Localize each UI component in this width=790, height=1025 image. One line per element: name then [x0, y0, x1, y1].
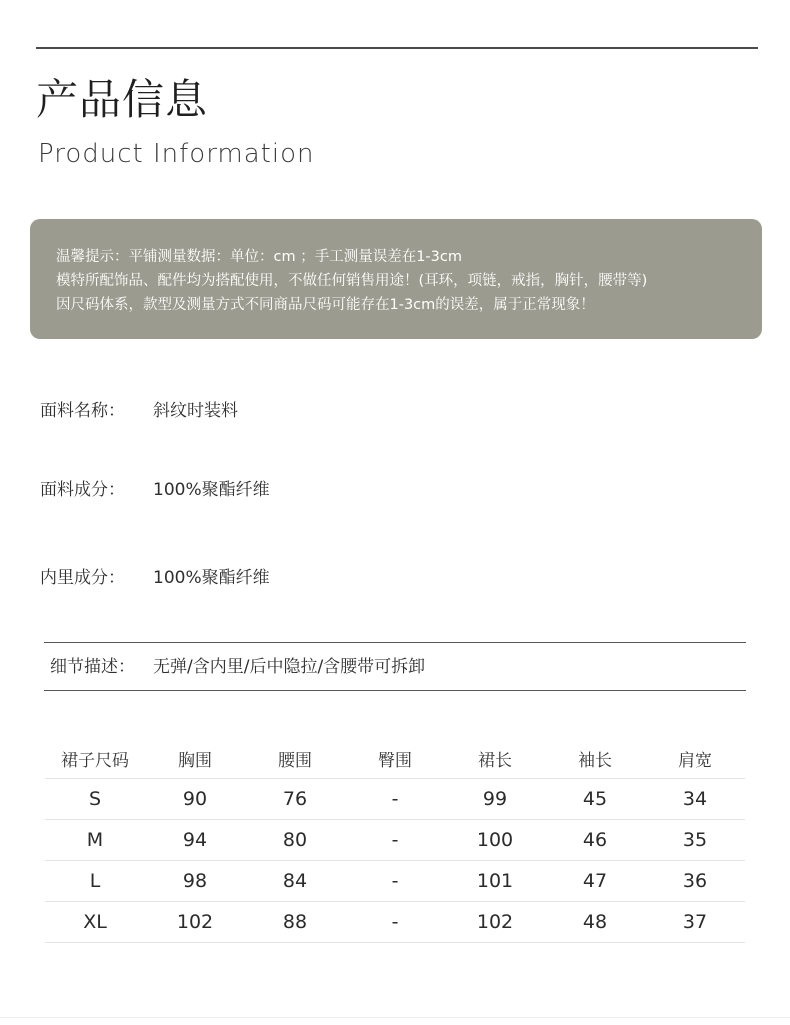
column-header: 肩宽	[678, 750, 712, 771]
table-cell: 80	[282, 829, 308, 851]
fabric-name-row	[40, 399, 238, 423]
column-header: 腰围	[278, 750, 312, 771]
table-row	[45, 820, 745, 861]
notice-line: 温馨提示：平铺测量数据：单位：cm ；手工测量误差在1-3cm	[56, 249, 462, 265]
table-row	[45, 779, 745, 820]
table-cell: -	[391, 829, 399, 851]
table-row	[45, 861, 745, 902]
table-cell: 47	[582, 870, 608, 892]
notice-box	[30, 219, 762, 339]
table-cell: 34	[682, 788, 708, 810]
fabric-composition-row	[40, 478, 270, 502]
table-cell: -	[391, 911, 399, 933]
top-divider	[36, 47, 758, 49]
column-header: 袖长	[578, 750, 612, 771]
table-cell: S	[88, 788, 102, 810]
detail-row	[44, 642, 746, 691]
table-cell: 90	[182, 788, 208, 810]
column-header: 裙长	[478, 750, 512, 771]
column-header: 裙子尺码	[61, 750, 129, 771]
notice-line: 模特所配饰品、配件均为搭配使用，不做任何销售用途！(耳环，项链，戒指，胸针，腰带等)	[56, 273, 648, 289]
page-title: 产品信息	[36, 75, 209, 124]
fabric-composition-label: 面料成分：	[40, 480, 125, 500]
table-cell: 46	[582, 829, 608, 851]
table-cell: 100	[476, 829, 514, 851]
fabric-name-value: 斜纹时装料	[153, 401, 238, 421]
table-cell: 98	[182, 870, 208, 892]
fabric-composition-value: 100%聚酯纤维	[153, 480, 270, 500]
table-cell: XL	[83, 911, 107, 933]
table-cell: 102	[476, 911, 514, 933]
table-cell: -	[391, 788, 399, 810]
table-cell: 88	[282, 911, 308, 933]
table-cell: 94	[182, 829, 208, 851]
lining-composition-row	[40, 566, 270, 590]
lining-composition-value: 100%聚酯纤维	[153, 568, 270, 588]
table-cell: 37	[682, 911, 708, 933]
bottom-divider	[0, 1017, 790, 1018]
lining-composition-label: 内里成分：	[40, 568, 125, 588]
table-cell: 99	[482, 788, 508, 810]
page-subtitle: Product Information	[38, 139, 315, 169]
table-cell: 84	[282, 870, 308, 892]
table-cell: 35	[682, 829, 708, 851]
table-cell: L	[89, 870, 101, 892]
column-header: 胸围	[178, 750, 212, 771]
table-cell: 36	[682, 870, 708, 892]
size-table	[45, 738, 745, 943]
detail-value: 无弹/含内里/后中隐拉/含腰带可拆卸	[153, 657, 426, 677]
fabric-name-label: 面料名称：	[40, 401, 125, 421]
column-header: 臀围	[378, 750, 412, 771]
notice-line: 因尺码体系，款型及测量方式不同商品尺码可能存在1-3cm的误差，属于正常现象！	[56, 297, 595, 313]
table-header-row	[45, 738, 745, 779]
table-row	[45, 902, 745, 943]
detail-label: 细节描述：	[50, 657, 135, 677]
table-cell: 45	[582, 788, 608, 810]
table-cell: -	[391, 870, 399, 892]
table-cell: 101	[476, 870, 514, 892]
table-cell: M	[86, 829, 104, 851]
table-cell: 102	[176, 911, 214, 933]
table-cell: 76	[282, 788, 308, 810]
table-cell: 48	[582, 911, 608, 933]
